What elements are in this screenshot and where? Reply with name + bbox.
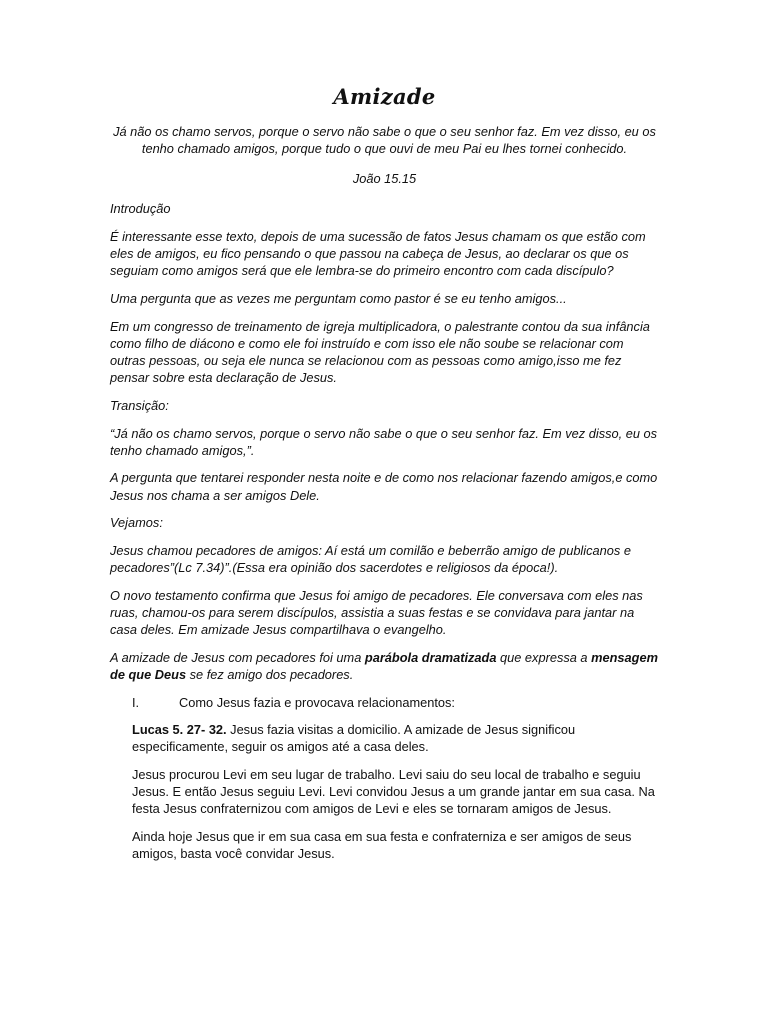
vejamos-label: Vejamos: bbox=[110, 515, 163, 531]
paragraph: Uma pergunta que as vezes me perguntam como pastor é se eu tenho amigos... bbox=[110, 290, 567, 306]
paragraph: Em um congresso de treinamento de igreja multiplicadora, o palestrante contou da sua infância como filho de diácono e como ele foi instruído e com isso ele não soube se relacionar com outras pessoas, ou seja ele nunca se relacionou com as pessoas como amigo,isso me fez pensar sobre esta declaração de Jesus. bbox=[110, 318, 650, 386]
paragraph: O novo testamento confirma que Jesus foi amigo de pecadores. Ele conversava com eles nas ruas, chamou-os para serem discípulos, assistia a suas festas e se convidava para jantar na casa deles. Em amizade Jesus compartilhava o evangelho. bbox=[110, 587, 643, 638]
text-span: Jesus fazia visitas a domicilio. A amizade de Jesus significou especificamente, seguir os amigos até a casa deles. bbox=[132, 721, 576, 755]
text-span: A amizade de Jesus com pecadores foi uma bbox=[110, 650, 365, 666]
paragraph: É interessante esse texto, depois de uma sucessão de fatos Jesus chamam os que estão com eles de amigos, eu fico pensando o que passou na cabeça de Jesus, ao declarar os que os seguiam como amigos será que ele lembra-se do primeiro encontro com cada discípulo? bbox=[110, 228, 646, 279]
section-heading bbox=[132, 694, 659, 711]
paragraph: Jesus chamou pecadores de amigos: Aí está um comilão e beberrão amigo de publicanos e pecadores”(Lc 7.34)”.(Essa era opinião dos sacerdotes e religiosos da época!). bbox=[110, 543, 631, 576]
introduction-label: Introdução bbox=[110, 201, 171, 216]
section-number: I. bbox=[132, 694, 140, 710]
text-span: se fez amigo dos pecadores. bbox=[186, 667, 354, 683]
emphasis: parábola dramatizada bbox=[364, 650, 497, 666]
epigraph-quote: Já não os chamo servos, porque o servo não sabe o que o seu senhor faz. Em vez disso, eu os tenho chamado amigos, porque tudo o que ouvi de meu Pai eu lhes tornei conhecido. bbox=[113, 124, 656, 156]
section-paragraph: Jesus procurou Levi em seu lugar de trabalho. Levi saiu do seu local de trabalho e seguiu Jesus. E então Jesus seguiu Levi. Levi convidou Jesus a um grande jantar em sua casa. Na festa Jesus confraternizou com amigos de Levi e eles se tornaram amigos de Jesus. bbox=[132, 766, 655, 817]
epigraph-reference: João 15.15 bbox=[352, 171, 417, 186]
scripture-reference: Lucas 5. 27- 32. bbox=[132, 721, 227, 737]
section-title: Como Jesus fazia e provocava relacionamentos: bbox=[179, 694, 455, 710]
emphasis: mensagem de que Deus bbox=[110, 650, 658, 683]
document-title: Amizade bbox=[333, 84, 436, 109]
text-span: que expressa a bbox=[496, 650, 592, 666]
paragraph: “Já não os chamo servos, porque o servo não sabe o que o seu senhor faz. Em vez disso, eu os tenho chamado amigos,”. bbox=[110, 425, 658, 458]
section-paragraph bbox=[132, 721, 659, 755]
paragraph bbox=[110, 649, 659, 683]
section-paragraph: Ainda hoje Jesus que ir em sua casa em sua festa e confraterniza e ser amigos de seus amigos, basta você convidar Jesus. bbox=[132, 828, 632, 862]
transition-label: Transição: bbox=[110, 397, 169, 413]
paragraph: A pergunta que tentarei responder nesta noite e de como nos relacionar fazendo amigos,e como Jesus nos chama a ser amigos Dele. bbox=[110, 470, 658, 503]
